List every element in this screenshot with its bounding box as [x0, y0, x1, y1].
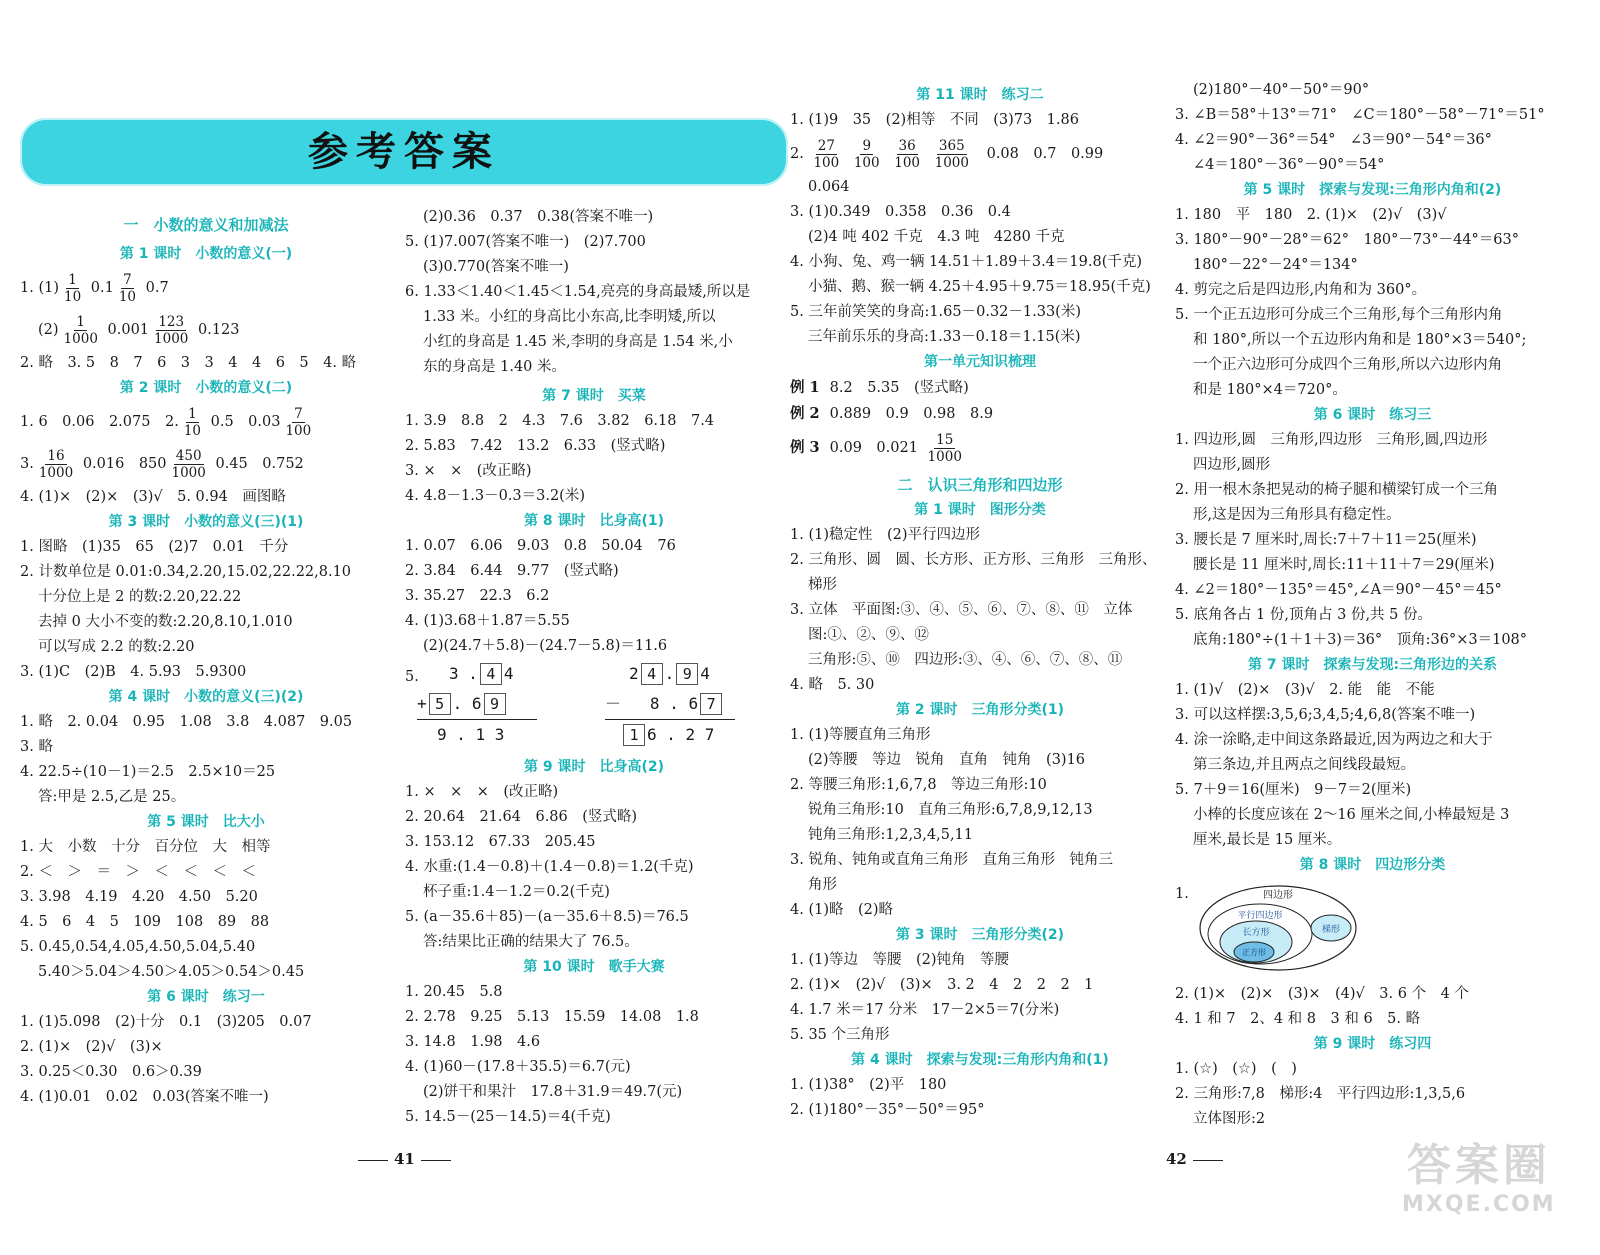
- answer-line: 0.064: [808, 179, 850, 195]
- answer-line: 1. (1)9 35 (2)相等 不同 (3)73 1.86: [790, 112, 1079, 128]
- answer-line: 厘米,最长是 15 厘米。: [1193, 832, 1342, 848]
- lesson-title: 第一单元知识梳理: [924, 354, 1036, 370]
- answer-line: 2. 20.64 21.64 6.86 (竖式略): [405, 809, 638, 825]
- vertical-calc-area: [405, 659, 783, 755]
- lesson-title: 第 7 课时 买菜: [542, 388, 646, 404]
- answer-line: 2. 3.84 6.44 9.77 (竖式略): [405, 563, 619, 579]
- fraction: $\frac{123}{1000}$: [154, 313, 189, 347]
- answer-line: 4. (1)略 (2)略: [790, 902, 894, 918]
- answer-line: 4. ∠2＝90°－36°＝54° ∠3＝90°－54°＝36°: [1175, 132, 1492, 148]
- answer-line: 3. × × (改正略): [405, 463, 532, 479]
- answer-line: 2. 等腰三角形:1,6,7,8 等边三角形:10: [790, 777, 1047, 793]
- answer-line: 4. (1)3.68＋1.87＝5.55: [405, 613, 570, 629]
- unit-heading: 一 小数的意义和加减法: [123, 216, 289, 234]
- answer-line: 3. 略: [20, 739, 53, 755]
- answer-line: 1. 略 2. 0.04 0.95 1.08 3.8 4.087 9.05: [20, 714, 353, 730]
- lesson-title: 第 10 课时 歌手大赛: [523, 959, 665, 975]
- answer-line: 底角:180°÷(1＋1＋3)＝36° 顶角:36°×3＝108°: [1193, 632, 1528, 648]
- answer-line: 1. 大 小数 十分 百分位 大 相等: [20, 839, 271, 855]
- answer-line: 1. 6 0.06 2.075 2. $\frac{1}{10}$ 0.5 0.03 $\frac{7}{100}$: [20, 405, 312, 439]
- answer-line: 3. 腰长是 7 厘米时,周长:7＋7＋11＝25(厘米): [1175, 532, 1477, 548]
- answer-line: 四边形,圆形: [1193, 457, 1271, 473]
- lesson-title: 第 9 课时 比身高(2): [523, 759, 665, 775]
- answer-line: 2. 用一根木条把晃动的椅子腿和横梁钉成一个三角: [1175, 482, 1498, 498]
- answer-line: 2. 5.83 7.42 13.2 6.33 (竖式略): [405, 438, 666, 454]
- answer-line: 1. 180 平 180 2. (1)× (2)√ (3)√: [1175, 207, 1447, 223]
- answer-line: 图:①、②、⑨、⑫: [808, 627, 929, 643]
- lesson-title: 第 7 课时 探索与发现:三角形边的关系: [1247, 657, 1498, 673]
- answer-line: 小棒的长度应该在 2～16 厘米之间,小棒最短是 3: [1193, 807, 1510, 823]
- answer-line: 4. (1)60－(17.8＋35.5)＝6.7(元): [405, 1059, 631, 1075]
- lesson-title: 第 2 课时 小数的意义(二): [119, 380, 293, 396]
- lesson-title: 第 2 课时 三角形分类(1): [895, 702, 1065, 718]
- answer-line: 2. (1)180°－35°－50°＝95°: [790, 1102, 985, 1118]
- answer-line: 1. 0.07 6.06 9.03 0.8 50.04 76: [405, 538, 676, 554]
- answer-line: 可以写成 2.2 的数:2.20: [38, 639, 195, 655]
- answer-line: 1.33 米。小红的身高比小东高,比李明矮,所以: [423, 309, 716, 325]
- answer-line: 5. 底角各占 1 份,顶角占 3 份,共 5 份。: [1175, 607, 1432, 623]
- answer-line: 3. 0.25＜0.30 0.6＞0.39: [20, 1064, 202, 1080]
- answer-line: 4. 涂一涂略,走中间这条路最近,因为两边之和大于: [1175, 732, 1493, 748]
- unit-heading: 二 认识三角形和四边形: [897, 476, 1063, 494]
- answer-line: 4. 剪完之后是四边形,内角和为 360°。: [1175, 282, 1427, 298]
- lesson-title: 第 1 课时 图形分类: [914, 502, 1046, 518]
- answer-line: (2) $\frac{1}{1000}$ 0.001 $\frac{123}{1000}$ 0.123: [38, 313, 240, 347]
- answer-line: 和 180°,所以一个五边形内角和是 180°×3＝540°;: [1193, 332, 1527, 348]
- answer-line: 3. 180°－90°－28°＝62° 180°－73°－44°＝63°: [1175, 232, 1519, 248]
- answer-box: 4: [480, 663, 502, 685]
- answer-line: 2. $\frac{27}{100}$ $\frac{9}{100}$ $\frac{36}{100}$ $\frac{365}{1000}$ 0.08 0.7 0.99: [790, 137, 1104, 171]
- answer-line: 立体图形:2: [1193, 1111, 1266, 1127]
- lesson-title: 第 8 课时 比身高(1): [523, 513, 665, 529]
- answer-box: 7: [700, 693, 722, 715]
- fraction: $\frac{1}{10}$: [63, 271, 82, 305]
- answer-line: 4. 小狗、兔、鸡一辆 14.51＋1.89＋3.4＝19.8(千克): [790, 254, 1143, 270]
- answer-line: 4. (1)0.01 0.02 0.03(答案不唯一): [20, 1089, 269, 1105]
- answer-line: 例 1 8.2 5.35 (竖式略): [790, 379, 969, 396]
- lesson-title: 第 1 课时 小数的意义(一): [119, 246, 293, 262]
- lesson-title: 第 4 课时 小数的意义(三)(2): [108, 689, 304, 705]
- answer-line: 1. (☆) (☆) ( ): [1175, 1061, 1297, 1077]
- answer-line: 3. $\frac{16}{1000}$ 0.016 850 $\frac{450}{1000}$ 0.45 0.752: [20, 447, 304, 481]
- answer-line: 5. 14.5－(25－14.5)＝4(千克): [405, 1109, 611, 1125]
- venn-label-rectangle: 长方形: [1242, 928, 1270, 938]
- column-3: [790, 83, 1170, 1123]
- answer-line: 3. (1)0.349 0.358 0.36 0.4: [790, 204, 1011, 220]
- answer-line: 1. 四边形,圆 三角形,四边形 三角形,圆,四边形: [1175, 432, 1488, 448]
- answer-line: 4. 5 6 4 5 109 108 89 88: [20, 914, 270, 930]
- fraction: $\frac{15}{1000}$: [927, 431, 962, 465]
- answer-line: 4. 1 和 7 2、4 和 8 3 和 6 5. 略: [1175, 1011, 1421, 1027]
- answer-line: 第三条边,并且两点之间线段最短。: [1193, 757, 1416, 773]
- answer-line: 例 3 0.09 0.021 $\frac{15}{1000}$: [790, 431, 962, 465]
- answer-line: 2. 略 3. 5 8 7 6 3 3 4 4 6 5 4. 略: [20, 355, 357, 371]
- vertical-subtraction: 2 4 . 9 4 － 8 . 6 7 1 6 . 2 7: [605, 659, 735, 750]
- answer-line: 角形: [808, 877, 837, 893]
- lesson-title: 第 11 课时 练习二: [916, 87, 1044, 103]
- fraction: $\frac{1}{10}$: [183, 405, 201, 439]
- venn-label-square: 正方形: [1242, 948, 1266, 957]
- fraction: $\frac{1}{1000}$: [63, 313, 98, 347]
- venn-label-parallelogram: 平行四边形: [1237, 911, 1283, 921]
- fraction: $\frac{7}{100}$: [285, 405, 312, 439]
- answer-line: 2. (1)× (2)× (3)× (4)√ 3. 6 个 4 个: [1175, 986, 1469, 1002]
- answer-line: 一个正六边形可分成四个三角形,所以六边形内角: [1193, 357, 1503, 373]
- lesson-title: 第 3 课时 三角形分类(2): [895, 927, 1065, 943]
- answer-line: 4. 水重:(1.4－0.8)＋(1.4－0.8)＝1.2(千克): [405, 859, 694, 875]
- answer-line: 去掉 0 大小不变的数:2.20,8.10,1.010: [38, 614, 293, 630]
- watermark: 答案圈 MXQE.COM: [1402, 1140, 1556, 1217]
- question-number: 1.: [1175, 886, 1189, 902]
- fraction: $\frac{16}{1000}$: [38, 447, 74, 481]
- answer-box: 4: [641, 663, 663, 685]
- answer-line: 5. 0.45,0.54,4.05,4.50,5.04,5.40: [20, 939, 256, 955]
- answer-line: 1. 20.45 5.8: [405, 984, 503, 1000]
- fraction: $\frac{450}{1000}$: [171, 447, 206, 481]
- answer-line: 小猫、鹅、猴一辆 4.25＋4.95＋9.75＝18.95(千克): [808, 279, 1151, 295]
- answer-line: 1. (1)38° (2)平 180: [790, 1077, 947, 1093]
- lesson-title: 第 5 课时 探索与发现:三角形内角和(2): [1243, 182, 1502, 198]
- answer-box: 9: [484, 693, 506, 715]
- answer-line: 2. (1)× (2)√ (3)× 3. 2 4 2 2 2 1: [790, 977, 1094, 993]
- answer-line: 3. 锐角、钝角或直角三角形 直角三角形 钝角三: [790, 852, 1113, 868]
- fraction: $\frac{365}{1000}$: [934, 137, 969, 171]
- answer-line: 3. 3.98 4.19 4.20 4.50 5.20: [20, 889, 258, 905]
- answer-line: 3. 14.8 1.98 4.6: [405, 1034, 541, 1050]
- answer-line: 5.40＞5.04＞4.50＞4.05＞0.54＞0.45: [38, 964, 305, 980]
- answer-line: 三年前乐乐的身高:1.33－0.18＝1.15(米): [808, 329, 1081, 345]
- answer-line: 锐角三角形:10 直角三角形:6,7,8,9,12,13: [808, 802, 1093, 818]
- answer-line: 答:结果比正确的结果大了 76.5。: [423, 934, 639, 950]
- fraction: $\frac{7}{10}$: [118, 271, 137, 305]
- answer-line: 4. 1.7 米＝17 分米 17－2×5＝7(分米): [790, 1002, 1060, 1018]
- answer-line: 5. 一个正五边形可分成三个三角形,每个三角形内角: [1175, 307, 1503, 323]
- lesson-title: 第 8 课时 四边形分类: [1299, 857, 1446, 873]
- answer-line: 2. 三角形、圆 圆、长方形、正方形、三角形 三角形、: [790, 552, 1157, 568]
- answer-line: (2)180°－40°－50°＝90°: [1193, 82, 1370, 98]
- answer-line: 1. (1)√ (2)× (3)√ 2. 能 能 不能: [1175, 682, 1435, 698]
- answer-line: (2)等腰 等边 锐角 直角 钝角 (3)16: [808, 752, 1086, 768]
- answer-line: (2)0.36 0.37 0.38(答案不唯一): [423, 209, 654, 225]
- answer-box: 1: [623, 724, 645, 746]
- answer-line: 答:甲是 2.5,乙是 25。: [38, 789, 186, 805]
- lesson-title: 第 3 课时 小数的意义(三)(1): [108, 514, 304, 530]
- answer-line: 腰长是 11 厘米时,周长:11＋11＋7＝29(厘米): [1193, 557, 1495, 573]
- answer-line: 3. ∠B＝58°＋13°＝71° ∠C＝180°－58°－71°＝51°: [1175, 107, 1545, 123]
- answer-line: 1. (1)5.098 (2)十分 0.1 (3)205 0.07: [20, 1014, 312, 1030]
- answer-line: 6. 1.33＜1.40＜1.45＜1.54,亮亮的身高最矮,所以是: [405, 284, 751, 300]
- answer-line: (3)0.770(答案不唯一): [423, 259, 569, 275]
- answer-line: (2)(24.7＋5.8)－(24.7－5.8)＝11.6: [423, 638, 668, 654]
- fraction: $\frac{36}{100}$: [894, 137, 921, 171]
- answer-line: 5. 7＋9＝16(厘米) 9－7＝2(厘米): [1175, 782, 1412, 798]
- title-banner: [20, 118, 788, 186]
- answer-line: 十分位上是 2 的数:2.20,22.22: [38, 589, 242, 605]
- page-number-left: 41: [352, 1150, 457, 1168]
- answer-line: 4. 4.8－1.3－0.3＝3.2(米): [405, 488, 585, 504]
- answer-line: 4. 22.5÷(10－1)＝2.5 2.5×10＝25: [20, 764, 276, 780]
- answer-line: 1. (1)等腰直角三角形: [790, 727, 931, 743]
- venn-label-quadrilateral: 四边形: [1263, 890, 1293, 901]
- venn-label-trapezoid: 梯形: [1321, 925, 1341, 935]
- answer-line: 杯子重:1.4－1.2＝0.2(千克): [423, 884, 610, 900]
- column-1: [20, 213, 392, 1110]
- fraction: $\frac{9}{100}$: [853, 137, 880, 171]
- answer-box: 9: [676, 663, 698, 685]
- answer-line: (2)饼干和果汁 17.8＋31.9＝49.7(元): [423, 1084, 683, 1100]
- answer-line: 钝角三角形:1,2,3,4,5,11: [808, 827, 974, 843]
- lesson-title: 第 9 课时 练习四: [1313, 1036, 1432, 1052]
- answer-line: 1. (1)稳定性 (2)平行四边形: [790, 527, 981, 543]
- quadrilateral-venn-diagram: [1198, 880, 1388, 972]
- answer-line: 3. 35.27 22.3 6.2: [405, 588, 550, 604]
- answer-line: 5. 三年前笑笑的身高:1.65－0.32－1.33(米): [790, 304, 1081, 320]
- answer-line: 4. ∠2＝180°－135°＝45°,∠A＝90°－45°＝45°: [1175, 582, 1502, 598]
- banner-title: 参考答案: [308, 129, 500, 175]
- lesson-title: 第 4 课时 探索与发现:三角形内角和(1): [851, 1052, 1109, 1068]
- fraction: $\frac{27}{100}$: [813, 137, 840, 171]
- answer-line: 3. (1)C (2)B 4. 5.93 5.9300: [20, 664, 247, 680]
- answer-line: 2. 三角形:7,8 梯形:4 平行四边形:1,3,5,6: [1175, 1086, 1466, 1102]
- answer-line: 2. 计数单位是 0.01:0.34,2.20,15.02,22.22,8.10: [20, 564, 352, 580]
- answer-line: 2. 2.78 9.25 5.13 15.59 14.08 1.8: [405, 1009, 699, 1025]
- answer-line: (2)4 吨 402 千克 4.3 吨 4280 千克: [808, 229, 1065, 245]
- answer-line: 4. 略 5. 30: [790, 677, 875, 693]
- answer-line: 5. 35 个三角形: [790, 1027, 890, 1043]
- answer-line: 小红的身高是 1.45 米,李明的身高是 1.54 米,小: [423, 334, 733, 350]
- answer-line: 3. 153.12 67.33 205.45: [405, 834, 596, 850]
- answer-line: 和是 180°×4＝720°。: [1193, 382, 1347, 398]
- vertical-addition: 3 . 4 4 + 5 . 6 9 9 . 1 3: [417, 659, 537, 750]
- answer-line: 1. × × × (改正略): [405, 784, 559, 800]
- answer-line: 例 2 0.889 0.9 0.98 8.9: [790, 405, 994, 422]
- answer-line: 1. 3.9 8.8 2 4.3 7.6 3.82 6.18 7.4: [405, 413, 715, 429]
- page-number-right: 42: [1166, 1150, 1229, 1168]
- answer-box: 5: [429, 693, 451, 715]
- answer-line: 三角形:⑤、⑩ 四边形:③、④、⑥、⑦、⑧、⑪: [808, 652, 1123, 668]
- answer-line: 1. (1) $\frac{1}{10}$ 0.1 $\frac{7}{10}$ 0.7: [20, 271, 169, 305]
- lesson-title: 第 6 课时 练习一: [147, 989, 265, 1005]
- answer-line: 3. 可以这样摆:3,5,6;3,4,5;4,6,8(答案不唯一): [1175, 707, 1476, 723]
- column-2: [405, 205, 783, 1130]
- answer-line: 5. (a－35.6＋85)－(a－35.6＋8.5)＝76.5: [405, 909, 689, 925]
- answer-line: 梯形: [808, 577, 837, 593]
- answer-line: 1. (1)等边 等腰 (2)钝角 等腰: [790, 952, 1010, 968]
- answer-line: 3. 立体 平面图:③、④、⑤、⑥、⑦、⑧、⑪ 立体: [790, 602, 1133, 618]
- answer-line: 形,这是因为三角形具有稳定性。: [1193, 507, 1401, 523]
- answer-line: 2. ＜ ＞ ＝ ＞ ＜ ＜ ＜ ＜: [20, 864, 256, 880]
- answer-line: 东的身高是 1.40 米。: [423, 359, 567, 375]
- answer-line: 4. (1)× (2)× (3)√ 5. 0.94 画图略: [20, 489, 286, 505]
- lesson-title: 第 6 课时 练习三: [1313, 407, 1432, 423]
- answer-line: ∠4＝180°－36°－90°＝54°: [1193, 157, 1385, 173]
- answer-line: 2. (1)× (2)√ (3)×: [20, 1039, 163, 1055]
- answer-line: 5. (1)7.007(答案不唯一) (2)7.700: [405, 234, 646, 250]
- column-4: [1175, 78, 1570, 1132]
- lesson-title: 第 5 课时 比大小: [147, 814, 265, 830]
- question-number: 5.: [405, 669, 419, 685]
- answer-line: 180°－22°－24°＝134°: [1193, 257, 1358, 273]
- answer-line: 1. 图略 (1)35 65 (2)7 0.01 千分: [20, 539, 289, 555]
